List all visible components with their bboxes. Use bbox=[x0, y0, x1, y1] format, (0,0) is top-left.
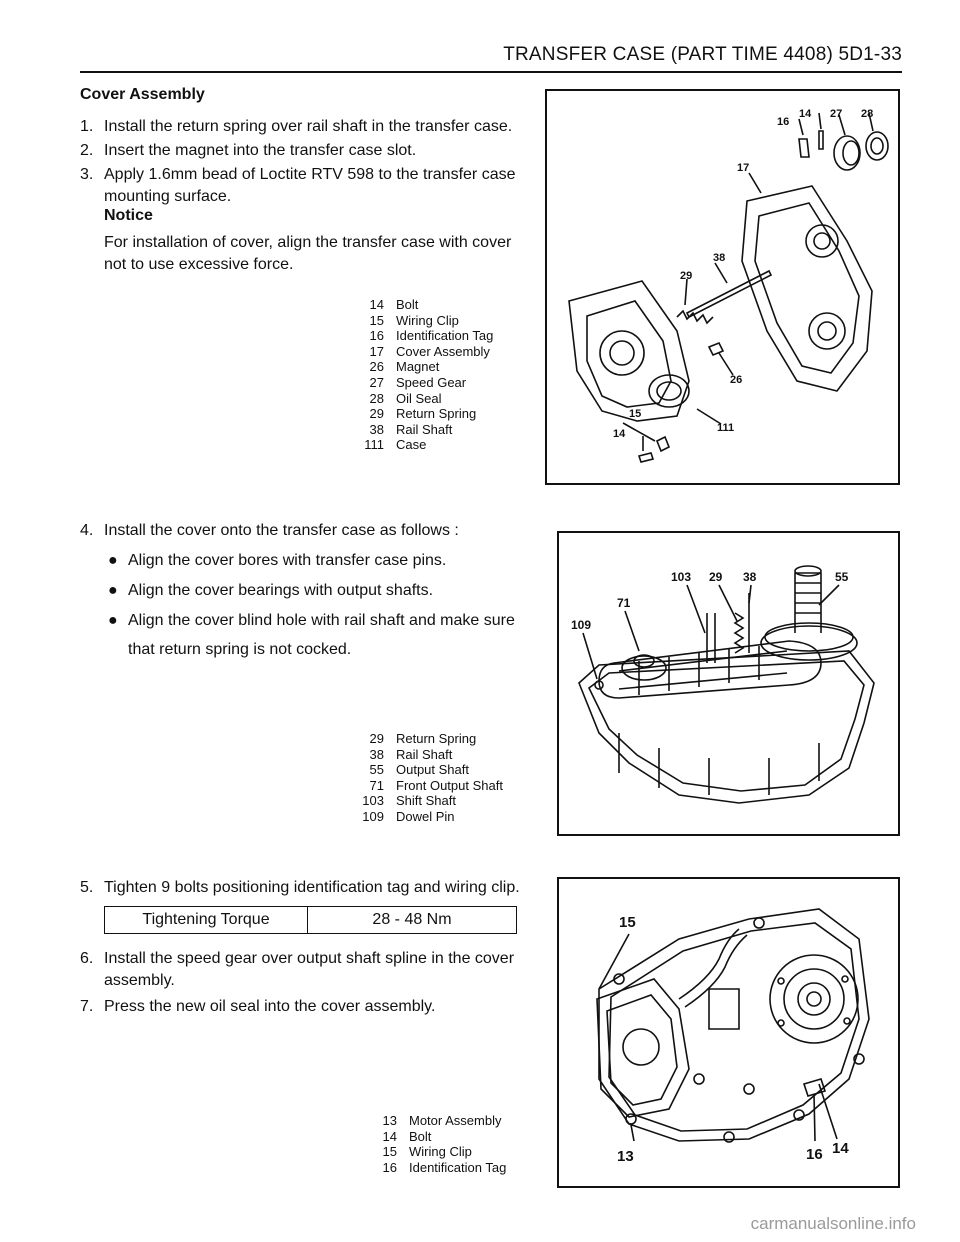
callout-71: 71 bbox=[617, 596, 631, 610]
legend-number: 71 bbox=[369, 777, 384, 793]
legend-number: 16 bbox=[382, 1159, 397, 1175]
step-6-number: 6. bbox=[80, 950, 94, 967]
figure-2-drawing bbox=[559, 533, 898, 834]
legend-number: 109 bbox=[362, 808, 384, 824]
step-2-number: 2. bbox=[80, 142, 94, 159]
step-4-number: 4. bbox=[80, 522, 94, 539]
legend-label: Cover Assembly bbox=[396, 343, 490, 359]
callout-26: 26 bbox=[730, 374, 743, 386]
callout-14: 14 bbox=[613, 428, 626, 440]
step-6-text-line1: Install the speed gear over output shaft spline in the cover bbox=[104, 950, 515, 967]
callout-38: 38 bbox=[713, 252, 726, 264]
callout-14: 14 bbox=[832, 1140, 849, 1157]
legend-label: Identification Tag bbox=[409, 1159, 507, 1175]
header-rule bbox=[80, 71, 902, 73]
section-title: Cover Assembly bbox=[80, 86, 205, 103]
callout-29: 29 bbox=[680, 270, 693, 282]
legend-number: 29 bbox=[369, 731, 384, 746]
bullet-1-text: Align the cover bores with transfer case pins. bbox=[128, 552, 447, 569]
legend-label: Bolt bbox=[396, 297, 419, 312]
step-5-text: Tighten 9 bolts positioning identification tag and wiring clip. bbox=[104, 879, 520, 896]
legend-label: Return Spring bbox=[396, 731, 477, 746]
step-3-text-line1: Apply 1.6mm bead of Loctite RTV 598 to the transfer case bbox=[104, 166, 516, 183]
callout-38: 38 bbox=[743, 570, 757, 584]
bullet-icon: ● bbox=[108, 612, 118, 629]
callout-15: 15 bbox=[619, 914, 636, 931]
legend-label: Rail Shaft bbox=[396, 746, 453, 762]
callout-17: 17 bbox=[737, 162, 750, 174]
bullet-3-text-line2: that return spring is not cocked. bbox=[128, 641, 352, 658]
step-1-text: Install the return spring over rail shaft in the transfer case. bbox=[104, 118, 513, 135]
legend-number: 111 bbox=[364, 437, 384, 453]
legend-number: 28 bbox=[369, 390, 384, 406]
legend-number: 15 bbox=[382, 1144, 397, 1160]
step-4-text: Install the cover onto the transfer case as follows : bbox=[104, 522, 459, 539]
callout-55: 55 bbox=[835, 570, 849, 584]
figure-3-assembled-case bbox=[557, 877, 900, 1188]
legend-label: Wiring Clip bbox=[396, 312, 459, 328]
callout-15: 15 bbox=[629, 408, 642, 420]
callout-27: 27 bbox=[830, 108, 843, 120]
notice-text bbox=[104, 232, 520, 276]
callout-13: 13 bbox=[617, 1148, 634, 1165]
step-5-number: 5. bbox=[80, 879, 94, 896]
legend-label: Speed Gear bbox=[396, 374, 467, 390]
notice-line-2: not to use excessive force. bbox=[104, 256, 294, 273]
torque-value: 28 - 48 Nm bbox=[372, 911, 452, 928]
legend-label: Motor Assembly bbox=[409, 1113, 502, 1128]
step-1-number: 1. bbox=[80, 118, 94, 135]
callout-109: 109 bbox=[571, 618, 592, 632]
figure-1-drawing bbox=[547, 91, 898, 483]
bullet-icon: ● bbox=[108, 582, 118, 599]
step-3-text-line2: mounting surface. bbox=[104, 188, 232, 205]
legend-label: Bolt bbox=[409, 1128, 432, 1144]
legend-number: 17 bbox=[369, 343, 384, 359]
step-3-number: 3. bbox=[80, 166, 94, 183]
callout-28: 28 bbox=[861, 108, 874, 120]
legend-number: 15 bbox=[369, 312, 384, 328]
legend-label: Shift Shaft bbox=[396, 793, 456, 809]
bullet-2-text: Align the cover bearings with output shafts. bbox=[128, 582, 434, 599]
watermark: carmanualsonline.info bbox=[750, 1214, 916, 1233]
callout-29: 29 bbox=[709, 570, 723, 584]
legend-label: Output Shaft bbox=[396, 762, 469, 778]
legend-number: 14 bbox=[382, 1128, 397, 1144]
bullet-3-text-line1: Align the cover blind hole with rail shaft and make sure bbox=[128, 612, 515, 629]
legend-label: Case bbox=[396, 437, 427, 453]
notice-heading: Notice bbox=[104, 207, 153, 224]
legend-label: Rail Shaft bbox=[396, 421, 453, 437]
step-7-text: Press the new oil seal into the cover assembly. bbox=[104, 998, 436, 1015]
legend-number: 16 bbox=[369, 328, 384, 344]
figure-2-case-with-shafts bbox=[557, 531, 900, 836]
callout-16: 16 bbox=[777, 116, 790, 128]
legend-label: Magnet bbox=[396, 359, 440, 375]
page-header: TRANSFER CASE (PART TIME 4408) 5D1-33 bbox=[503, 44, 902, 65]
step-6-text-line2: assembly. bbox=[104, 972, 175, 989]
callout-14: 14 bbox=[799, 108, 812, 120]
legend-label: Wiring Clip bbox=[409, 1144, 472, 1160]
legend-number: 29 bbox=[369, 406, 384, 422]
step-7-number: 7. bbox=[80, 998, 94, 1015]
notice-line-1: For installation of cover, align the transfer case with cover bbox=[104, 234, 512, 251]
legend-number: 13 bbox=[382, 1113, 397, 1128]
legend-number: 38 bbox=[369, 421, 384, 437]
legend-number: 38 bbox=[369, 746, 384, 762]
legend-label: Return Spring bbox=[396, 406, 477, 422]
callout-111: 111 bbox=[717, 422, 735, 434]
tightening-torque-table bbox=[104, 906, 517, 934]
figure-3-drawing bbox=[559, 879, 898, 1186]
figure-1-exploded-view bbox=[545, 89, 900, 485]
legend-label: Front Output Shaft bbox=[396, 777, 503, 793]
legend-label: Oil Seal bbox=[396, 390, 442, 406]
legend-number: 103 bbox=[362, 793, 384, 809]
legend-number: 14 bbox=[369, 297, 384, 312]
legend-number: 26 bbox=[369, 359, 384, 375]
legend-label: Identification Tag bbox=[396, 328, 494, 344]
torque-label: Tightening Torque bbox=[105, 907, 308, 933]
bullet-icon: ● bbox=[108, 552, 118, 569]
callout-103: 103 bbox=[671, 570, 692, 584]
legend-number: 27 bbox=[369, 374, 384, 390]
legend-label: Dowel Pin bbox=[396, 808, 455, 824]
callout-16: 16 bbox=[806, 1146, 823, 1163]
legend-number: 55 bbox=[369, 762, 384, 778]
step-2-text: Insert the magnet into the transfer case slot. bbox=[104, 142, 417, 159]
